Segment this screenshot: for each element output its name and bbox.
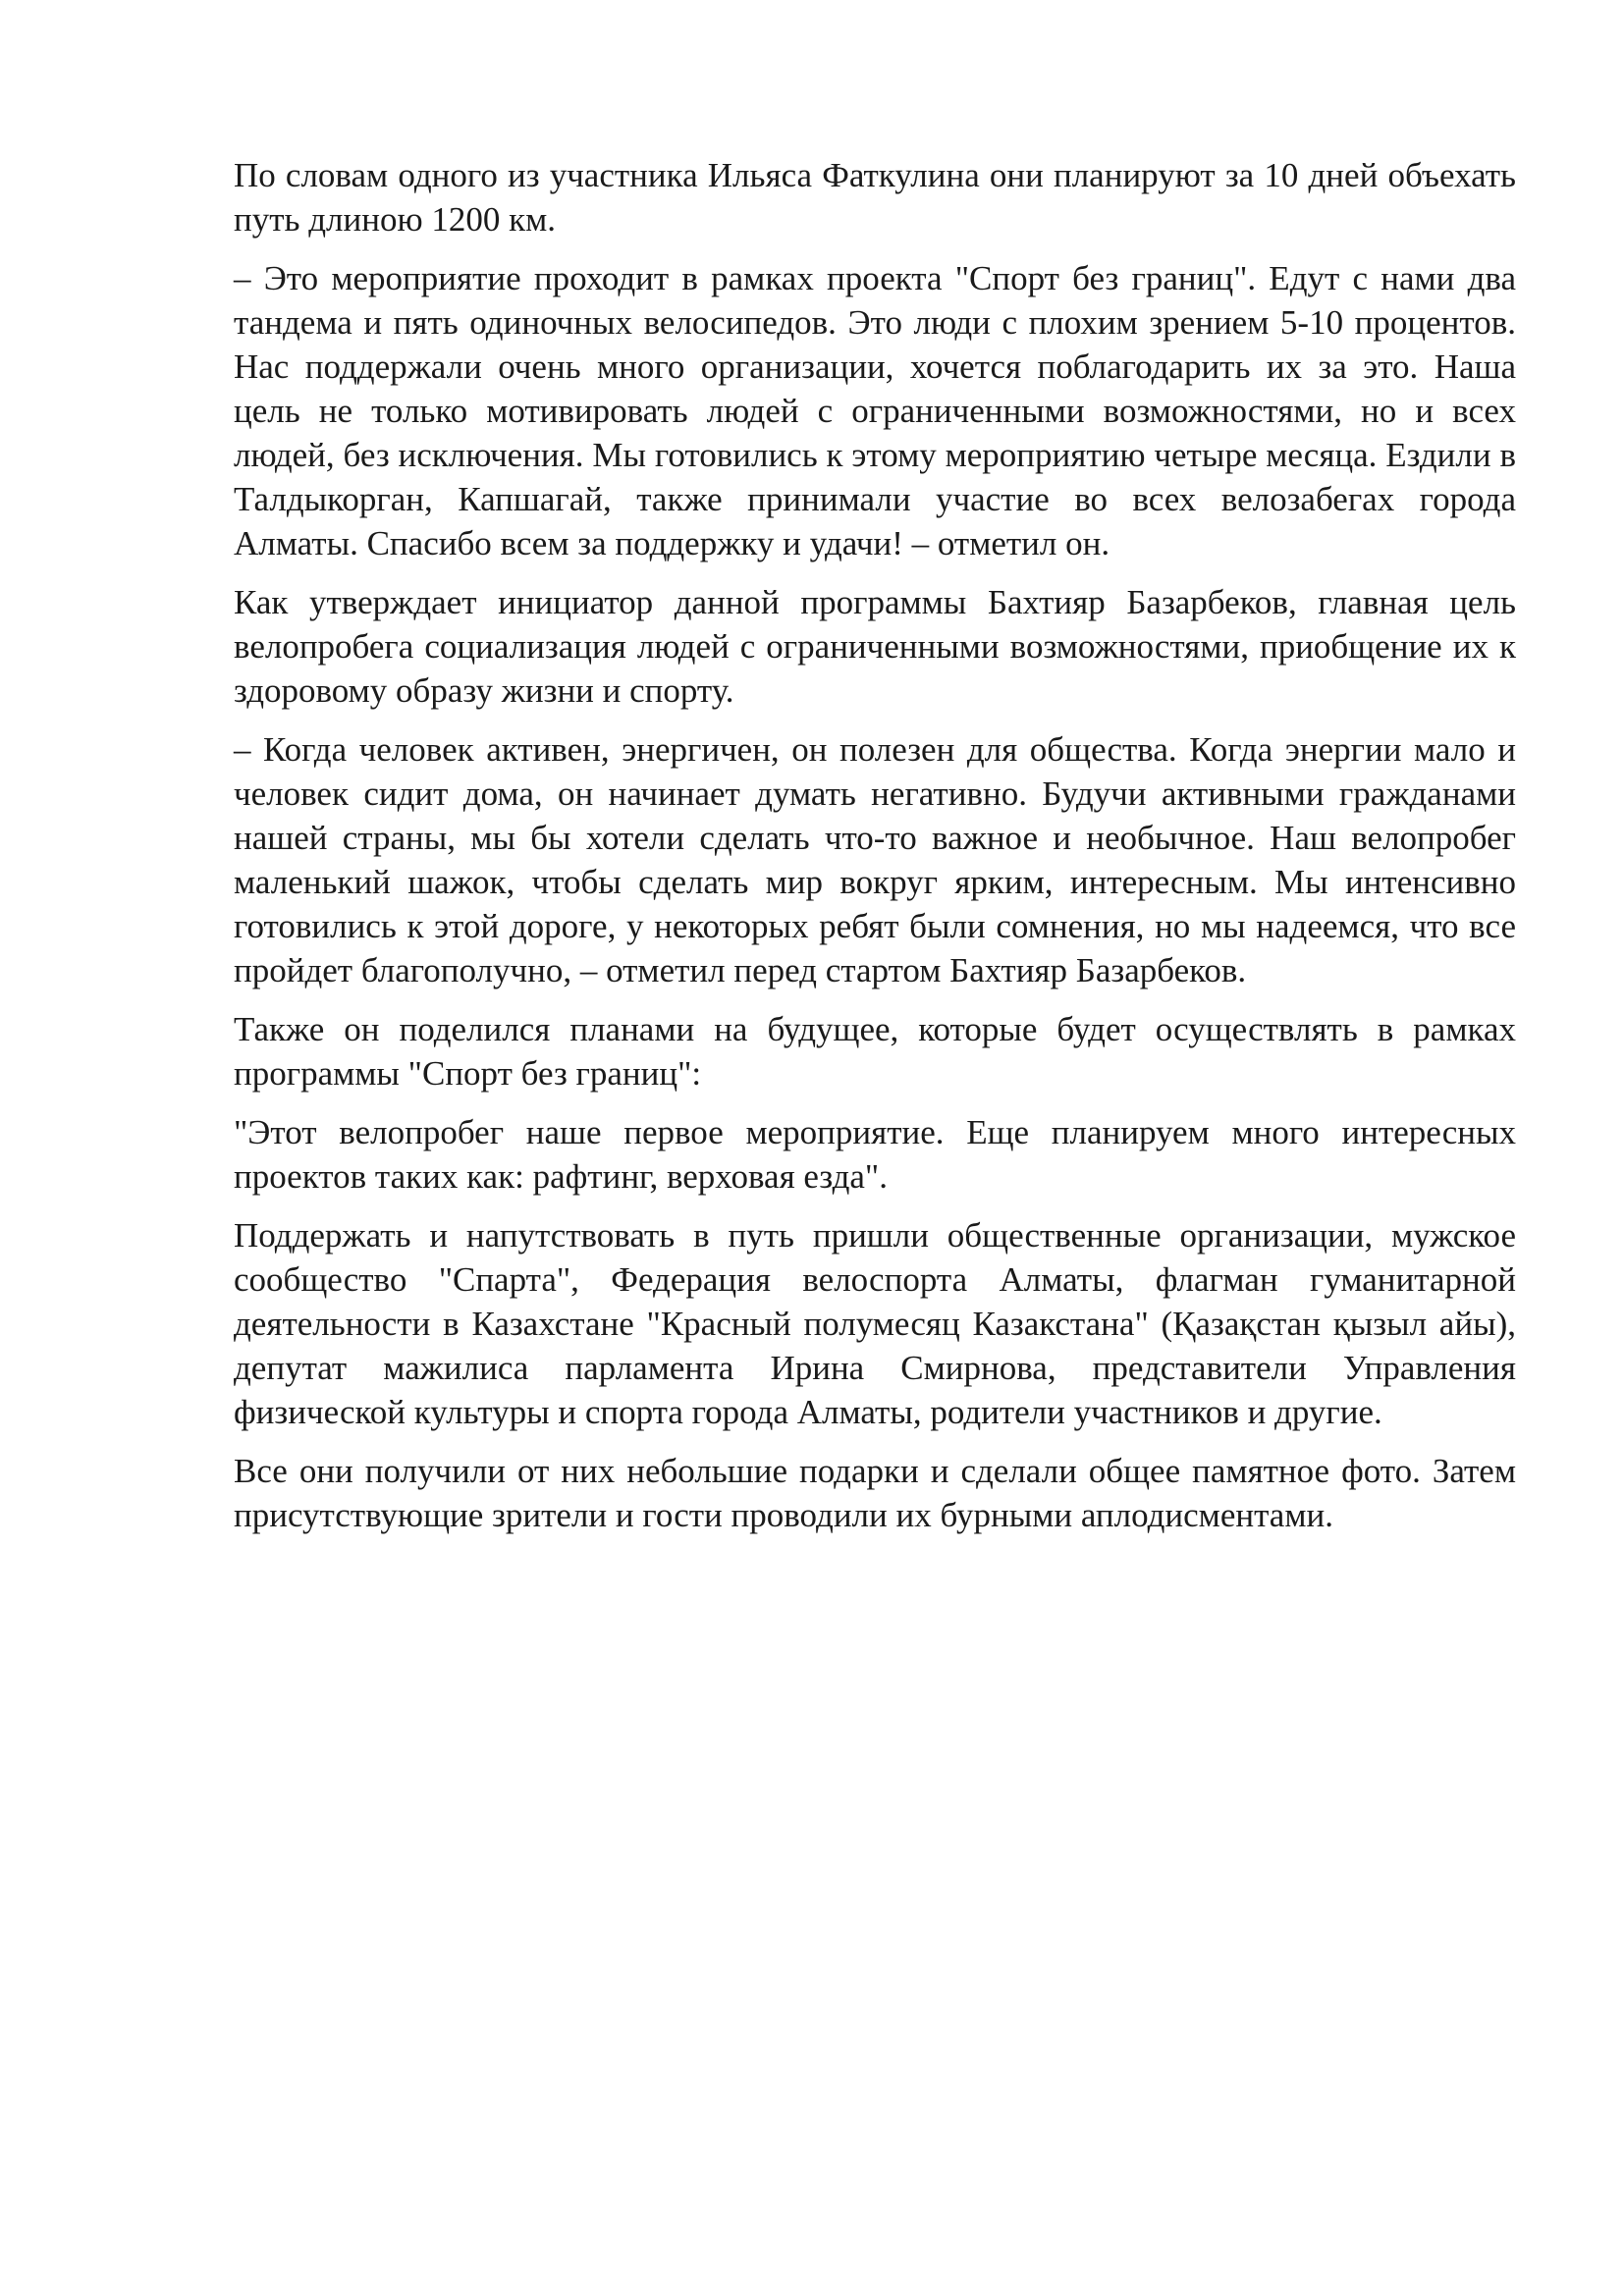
paragraph-initiator-quote: – Когда человек активен, энергичен, он полезен для общества. Когда энергии мало и человек сидит дома, он начинает думать негативно. Будучи активными гражданами нашей страны, мы бы хотели сделать что-то важное и необычное. Наш велопробег маленький шажок, чтобы сделать мир вокруг ярким, интересным. Мы интенсивно готовились к этой дороге, у некоторых ребят были сомнения, но мы надеемся, что все пройдет благополучно, – отметил перед стартом Бахтияр Базарбеков. [234,730,1516,989]
paragraph-initiator-goal: Как утверждает инициатор данной программы Бахтияр Базарбеков, главная цель велопробега социализация людей с ограниченными возможностями, приобщение их к здоровому образу жизни и спорту. [234,583,1516,710]
paragraph-future-plans: Также он поделился планами на будущее, которые будет осуществлять в рамках программы "Спорт без границ": [234,1010,1516,1093]
paragraph-farewell: Все они получили от них небольшие подарки и сделали общее памятное фото. Затем присутствующие зрители и гости проводили их бурными аплодисментами. [234,1452,1516,1534]
paragraph-supporters: Поддержать и напутствовать в путь пришли общественные организации, мужское сообщество "Спарта", Федерация велоспорта Алматы, флагман гуманитарной деятельности в Казахстане "Красный полумесяц Казакстана" (Қазақстан қызыл айы), депутат мажилиса парламента Ирина Смирнова, представители Управления физической культуры и спорта города Алматы, родители участников и другие. [234,1216,1516,1431]
paragraph-participant-quote: – Это мероприятие проходит в рамках проекта "Спорт без границ". Едут с нами два тандема и пять одиночных велосипедов. Это люди с плохим зрением 5-10 процентов. Нас поддержали очень много организации, хочется поблагодарить их за это. Наша цель не только мотивировать людей с ограниченными возможностями, но и всех людей, без исключения. Мы готовились к этому мероприятию четыре месяца. Ездили в Талдыкорган, Капшагай, также принимали участие во всех велозабегах города Алматы. Спасибо всем за поддержку и удачи! – отметил он. [234,259,1516,562]
article-body [234,153,1516,1552]
paragraph-plans-quote: "Этот велопробег наше первое мероприятие. Еще планируем много интересных проектов таких как: рафтинг, верховая езда". [234,1113,1516,1196]
paragraph-participant-plan: По словам одного из участника Ильяса Фаткулина они планируют за 10 дней объехать путь длиною 1200 км. [234,156,1516,239]
